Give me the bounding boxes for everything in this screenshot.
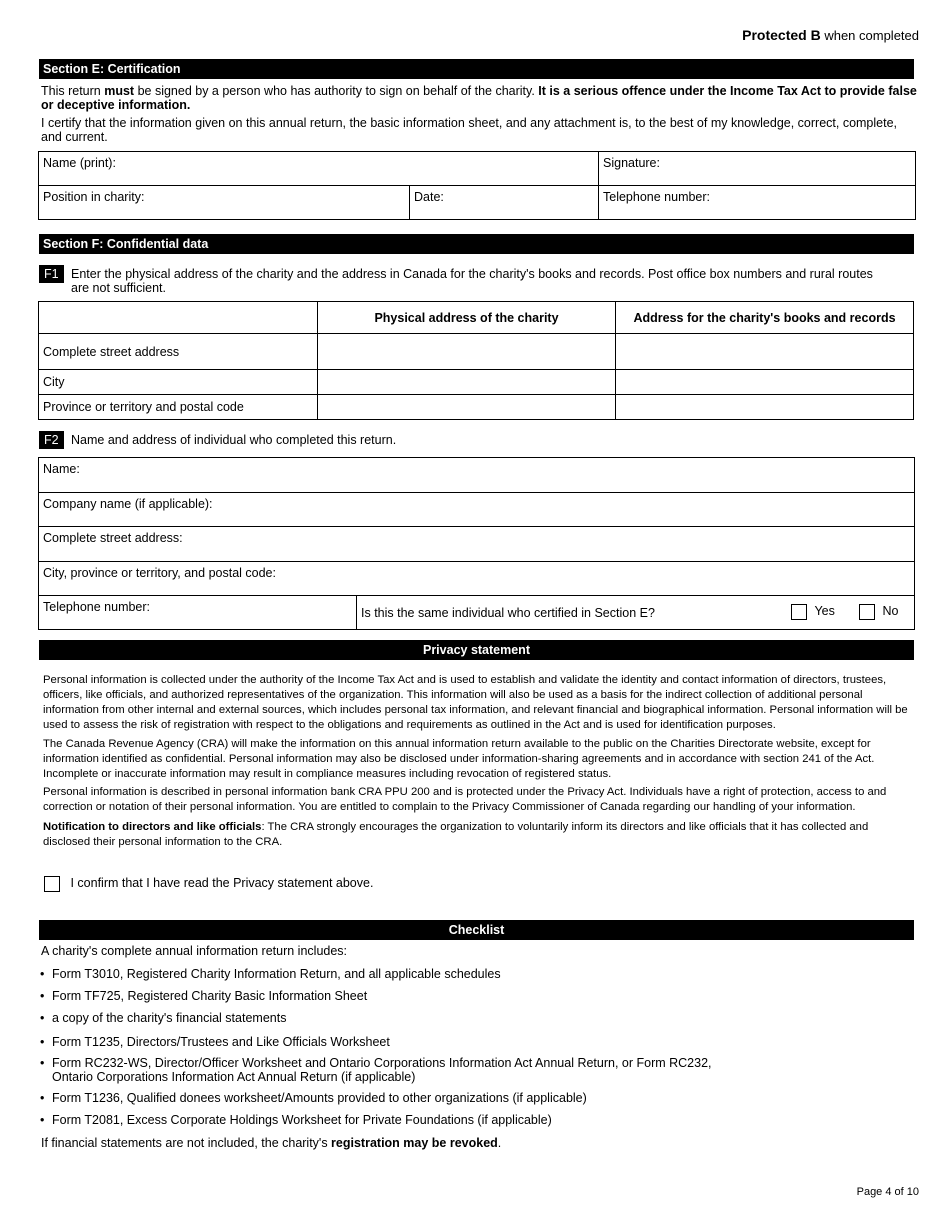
physical-street-input[interactable] <box>318 334 616 370</box>
certifier-phone-label: Telephone number: <box>603 190 711 204</box>
protected-label: Protected B <box>742 27 821 43</box>
privacy-paragraph-2: The Canada Revenue Agency (CRA) will make the information on this annual information return available to the public on the Charities Directorate website, except for information identified as confidential. Personal information may also be disclosed under information-sharing agreements and in accordance with section 241 of the Act. Incomplete or inaccurate information may result in compliance measures including revocation of registered status. <box>43 738 875 780</box>
certify-text: I certify that the information given on this annual return, the basic information sheet, and any attachment is, to the best of my knowledge, correct, complete, and current. <box>41 116 898 144</box>
f1-instructions: Enter the physical address of the charity and the address in Canada for the charity's books and records. Post office box numbers and rural routes are not sufficient. <box>71 267 873 295</box>
books-province-input[interactable] <box>616 395 914 420</box>
name-print-label: Name (print): <box>43 156 116 170</box>
checklist-title: Checklist <box>39 920 914 940</box>
preparer-street-field[interactable] <box>39 527 915 562</box>
checklist-footer-a: If financial statements are not included, the charity's <box>41 1136 332 1150</box>
physical-city-input[interactable] <box>318 370 616 395</box>
section-e-title: Section E: Certification <box>39 59 914 79</box>
checklist-footer-c: . <box>497 1136 502 1150</box>
row-street-label: Complete street address <box>39 334 318 370</box>
section-e-warning <box>41 84 919 112</box>
preparer-city-field[interactable] <box>39 562 915 596</box>
checklist-item: • Form RC232-WS, Director/Officer Worksheet and Ontario Corporations Information Act Annual Return, or Form RC232, Ontario Corporations Information Act Annual Return (if applicable) <box>40 1056 712 1084</box>
preparer-table <box>38 457 915 630</box>
col-books-address: Address for the charity's books and records <box>616 302 914 334</box>
checklist-item: • Form TF725, Registered Charity Basic Information Sheet <box>40 989 368 1003</box>
checklist-footer <box>41 1136 501 1150</box>
preparer-phone-label: Telephone number: <box>43 600 151 614</box>
checklist-item: • Form T3010, Registered Charity Information Return, and all applicable schedules <box>40 967 501 981</box>
same-individual-cell <box>357 596 915 630</box>
f2-badge: F2 <box>39 431 64 449</box>
warning-must: must <box>104 84 135 98</box>
preparer-company-field[interactable] <box>39 493 915 527</box>
preparer-street-label: Complete street address: <box>43 531 183 545</box>
certifier-phone-field[interactable] <box>599 186 916 220</box>
books-street-input[interactable] <box>616 334 914 370</box>
date-label: Date: <box>414 190 444 204</box>
address-table <box>38 301 914 420</box>
position-field[interactable] <box>39 186 410 220</box>
checklist-intro: A charity's complete annual information return includes: <box>41 944 348 958</box>
protected-b-header <box>742 27 919 43</box>
preparer-phone-field[interactable] <box>39 596 357 630</box>
privacy-confirm-row <box>44 876 373 892</box>
preparer-company-label: Company name (if applicable): <box>43 497 213 511</box>
col-physical-address: Physical address of the charity <box>318 302 616 334</box>
preparer-city-label: City, province or territory, and postal code: <box>43 566 276 580</box>
physical-province-input[interactable] <box>318 395 616 420</box>
privacy-paragraph-4 <box>43 820 913 850</box>
notification-heading: Notification to directors and like officials <box>43 821 262 833</box>
section-f-title: Section F: Confidential data <box>39 234 914 254</box>
warning-part-1: This return <box>41 84 105 98</box>
yes-option <box>791 604 835 620</box>
warning-part-2: be signed by a person who has authority to sign on behalf of the charity. <box>134 84 539 98</box>
page-number: Page 4 of 10 <box>856 1186 919 1198</box>
books-city-input[interactable] <box>616 370 914 395</box>
privacy-title: Privacy statement <box>39 640 914 660</box>
protected-suffix: when completed <box>824 28 919 43</box>
no-label: No <box>882 604 899 619</box>
signature-label: Signature: <box>603 156 660 170</box>
checklist-item: • Form T2081, Excess Corporate Holdings Worksheet for Private Foundations (if applicable) <box>40 1113 552 1127</box>
checklist-item: • a copy of the charity's financial statements <box>40 1011 287 1025</box>
name-print-field[interactable] <box>39 152 599 186</box>
checklist-item: • Form T1236, Qualified donees worksheet/Amounts provided to other organizations (if applicable) <box>40 1091 587 1105</box>
registration-revoked: registration may be revoked <box>331 1136 498 1150</box>
privacy-confirm-label: I confirm that I have read the Privacy statement above. <box>70 876 374 891</box>
row-city-label: City <box>39 370 318 395</box>
checklist-item: • Form T1235, Directors/Trustees and Like Officials Worksheet <box>40 1035 390 1049</box>
preparer-name-label: Name: <box>43 462 80 476</box>
address-table-corner <box>39 302 318 334</box>
signature-field[interactable] <box>599 152 916 186</box>
notification-text: : The CRA strongly encourages the organization to voluntarily inform its directors and like officials that it has collected and disclosed their personal information to the CRA. <box>43 821 869 848</box>
f1-badge: F1 <box>39 265 64 283</box>
privacy-confirm-checkbox[interactable] <box>44 876 60 892</box>
date-field[interactable] <box>410 186 599 220</box>
privacy-paragraph-3: Personal information is described in personal information bank CRA PPU 200 and is protected under the Privacy Act. Individuals have a right of protection, access to and correction or notation of their personal information. You are entitled to complain to the Privacy Commissioner of Canada regarding our handling of your information. <box>43 786 887 813</box>
row-province-label: Province or territory and postal code <box>39 395 318 420</box>
f2-instructions: Name and address of individual who completed this return. <box>71 433 397 447</box>
yes-label: Yes <box>814 604 835 619</box>
yes-checkbox[interactable] <box>791 604 807 620</box>
same-individual-question: Is this the same individual who certified in Section E? <box>361 605 655 620</box>
warning-offence: It is a serious offence under the Income Tax Act to provide false or deceptive information. <box>41 84 917 112</box>
no-option <box>859 604 898 620</box>
preparer-name-field[interactable] <box>39 458 915 493</box>
position-label: Position in charity: <box>43 190 145 204</box>
certification-table <box>38 151 916 220</box>
privacy-paragraph-1: Personal information is collected under the authority of the Income Tax Act and is used to establish and validate the identity and contact information of directors, trustees, officers, like officials, and authorized representatives of the organization. This information will also be used as a basis for the indirect collection of additional personal information from other internal and external sources, which includes personal tax information, and relevant financial and biographical information. Personal information will be used to assess the risk of registration with respect to the obligations and requirements as outlined in the Act and is used for identification purposes. <box>43 674 908 731</box>
no-checkbox[interactable] <box>859 604 875 620</box>
